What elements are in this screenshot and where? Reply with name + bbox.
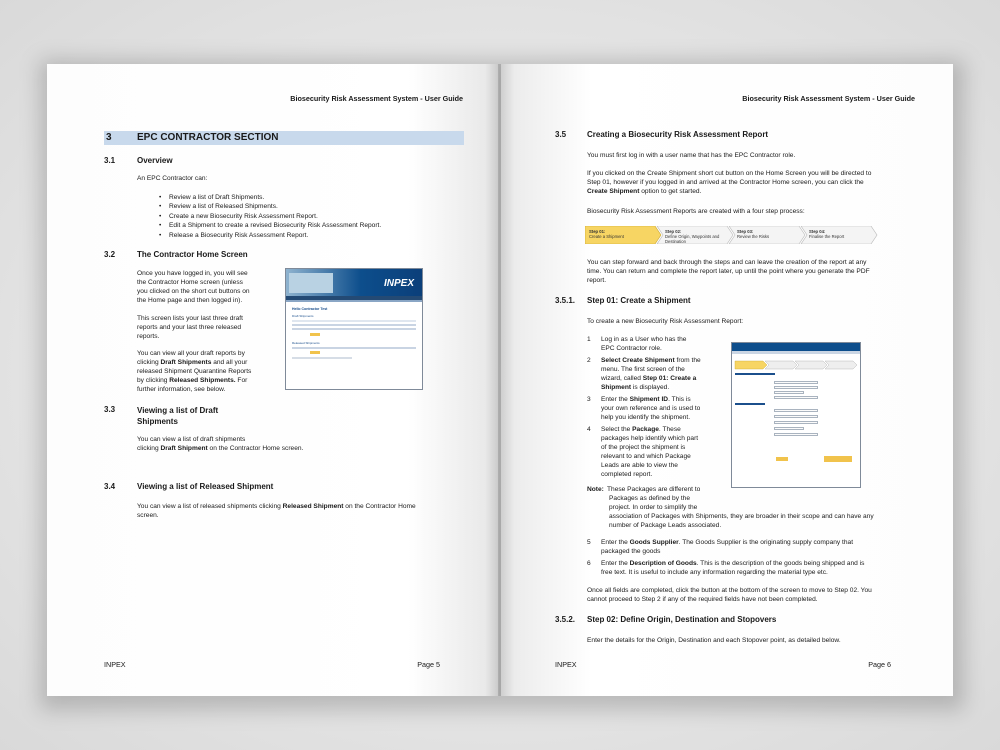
text-line: the Home page and then logged in). [137, 297, 243, 304]
heading-number: 3.1 [104, 156, 116, 165]
text-line: completed report. [601, 471, 653, 478]
step01-intro: To create a new Biosecurity Risk Assessment Report: [587, 318, 744, 325]
heading-number: 3.5.1. [555, 296, 576, 305]
step02-intro: Enter the details for the Origin, Destination and each Stopover point, as detailed below. [587, 637, 841, 644]
heading-number: 3.2 [104, 250, 116, 259]
list-item: • Review a list of Draft Shipments. [159, 193, 381, 202]
text-line: Once you have logged in, you will see [137, 270, 248, 277]
text-line: Once all fields are completed, click the button at the bottom of the screen to move to Step 02. You [587, 587, 872, 594]
step-desc: Define Origin, Waypoints and Destination [665, 234, 720, 244]
text-line: report. [587, 277, 607, 284]
list-item: • Edit a Shipment to create a revised Biosecurity Risk Assessment Report. [159, 221, 381, 230]
text-line: number of Package Leads associated. [609, 522, 722, 529]
screenshot-field [774, 391, 804, 394]
text-line: packaged the goods [601, 548, 661, 555]
screenshot-released-label: Released Shipments [292, 341, 320, 345]
text-line: menu. The first screen of the [601, 366, 685, 373]
step-04 [809, 226, 871, 244]
footer-page-number: Page 6 [868, 660, 891, 669]
step-title: Step 01: [589, 229, 606, 234]
heading-text: Creating a Biosecurity Risk Assessment Report [587, 130, 769, 139]
footer-company: INPEX [555, 660, 577, 669]
screenshot-button [310, 333, 320, 336]
screenshot-next-button [824, 456, 852, 462]
item-number: 6 [587, 560, 591, 567]
screenshot-heading [735, 403, 765, 405]
text-line: Step 01, however if you logged in and arrived at the Contractor Home screen, you can click the [587, 179, 864, 186]
section-number: 3 [106, 132, 112, 143]
text-line: clicking Draft Shipment on the Contractor Home screen. [137, 445, 304, 452]
screenshot-table-header [292, 320, 416, 322]
text-line: Enter the Description of Goods. This is the description of the goods being shipped and is [601, 560, 865, 567]
text-line: These Packages are different to [607, 486, 701, 493]
create-shipment-screenshot [731, 342, 861, 488]
screenshot-heading [735, 373, 775, 375]
screenshot-photo [289, 273, 333, 293]
text-line: released Shipment Quarantine Reports [137, 368, 252, 375]
text-line: further information, see below. [137, 386, 226, 393]
text-line: clicking Draft Shipments and all your [137, 359, 248, 366]
screenshot-steps [733, 360, 861, 370]
text-line: You can view a list of draft shipments [137, 436, 246, 443]
text-line: your own reference and is used to [601, 405, 701, 412]
left-page [47, 64, 499, 696]
released-shipments-para [137, 502, 416, 520]
step-desc: Create a Shipment [589, 234, 624, 239]
heading-number: 3.4 [104, 482, 116, 491]
text-line: EPC Contractor role. [601, 345, 662, 352]
right-page [501, 64, 953, 696]
screenshot-field [774, 433, 818, 436]
screenshot-field [774, 381, 818, 384]
text-line: time. You can return and complete the report later, up until the point where you generate the PDF [587, 268, 870, 275]
running-header: Biosecurity Risk Assessment System - User Guide [290, 94, 463, 103]
screenshot-field [774, 396, 818, 399]
screenshot-menu-bar [732, 343, 860, 351]
text-line: Select the Package. These [601, 426, 681, 433]
text-line: screen. [137, 512, 159, 519]
text-line: You can view a list of released shipments clicking Released Shipment on the Contractor Home [137, 503, 416, 510]
contractor-home-screenshot [285, 268, 423, 390]
text-line: Leads are able to view the [601, 462, 678, 469]
text-line: project. In order to simplify the [609, 504, 698, 511]
heading-text: Step 02: Define Origin, Destination and Stopovers [587, 615, 777, 624]
overview-intro: An EPC Contractor can: [137, 175, 208, 182]
item-number: 5 [587, 539, 591, 546]
step-title: Step 03: [737, 229, 754, 234]
text-line: This screen lists your last three draft [137, 315, 243, 322]
text-line: cannot proceed to Step 2 if any of the required fields have not been completed. [587, 596, 818, 603]
screenshot-field [774, 386, 818, 389]
text-line: help you identify the shipment. [601, 414, 691, 421]
text-line: relevant to and which Package [601, 453, 691, 460]
screenshot-sub-bar [732, 351, 860, 354]
screenshot-page-title: Hello Contractor Test [292, 307, 328, 311]
heading-number: 3.5 [555, 130, 567, 139]
item-number: 4 [587, 426, 591, 433]
create-report-para-3: Biosecurity Risk Assessment Reports are created with a four step process: [587, 208, 805, 215]
text-line: Viewing a list of Draft [137, 406, 219, 415]
home-screen-para-3 [137, 349, 251, 394]
create-report-para-4 [587, 258, 870, 285]
screenshot-field [774, 409, 818, 412]
list-item: • Create a new Biosecurity Risk Assessment Report. [159, 212, 381, 221]
section-title: EPC CONTRACTOR SECTION [137, 132, 279, 143]
item-number: 1 [587, 336, 591, 343]
overview-bullets [159, 193, 381, 240]
list-item: • Review a list of Released Shipments. [159, 202, 381, 211]
text-line: the Contractor Home screen (unless [137, 279, 243, 286]
text-line: You can view all your draft reports by [137, 350, 245, 357]
create-report-para-1: You must first log in with a user name that has the EPC Contractor role. [587, 152, 796, 159]
text-line: Enter the Goods Supplier. The Goods Supplier is the originating supply company that [601, 539, 854, 546]
text-line: reports and your last three released [137, 324, 242, 331]
screenshot-table-row [292, 328, 416, 330]
heading-text [137, 405, 218, 427]
screenshot-table-row [292, 347, 416, 349]
screenshot-button [310, 351, 320, 354]
text-line: Packages as defined by the [609, 495, 691, 502]
heading-number: 3.3 [104, 405, 116, 414]
screenshot-sub-bar [286, 300, 422, 302]
heading-text: The Contractor Home Screen [137, 250, 248, 259]
screenshot-field [774, 427, 804, 430]
step-title: Step 04: [809, 229, 826, 234]
screenshot-button [776, 457, 788, 461]
step-title: Step 02: [665, 229, 682, 234]
inpex-logo: INPEX [383, 278, 414, 289]
text-line: Shipments [137, 417, 178, 426]
text-line: If you clicked on the Create Shipment short cut button on the Home Screen you will be directed to [587, 170, 872, 177]
item-number: 2 [587, 357, 591, 364]
text-line: free text. It is useful to include any information regarding the material type etc. [601, 569, 828, 576]
step-03 [737, 226, 799, 244]
step-desc: Review the Risks [737, 234, 770, 239]
screenshot-table-row [292, 357, 352, 359]
list-item: • Release a Biosecurity Risk Assessment Report. [159, 231, 381, 240]
item-number: 3 [587, 396, 591, 403]
step-desc: Finalise the Report [809, 234, 845, 239]
heading-number: 3.5.2. [555, 615, 576, 624]
text-line: by clicking Released Shipments. For [137, 377, 248, 384]
step01-closing-para [587, 586, 872, 604]
screenshot-field [774, 415, 818, 418]
heading-text: Overview [137, 156, 173, 165]
heading-text: Viewing a list of Released Shipment [137, 482, 274, 491]
text-line: wizard, called Step 01: Create a [601, 375, 697, 382]
heading-text: Step 01: Create a Shipment [587, 296, 691, 305]
screenshot-field [774, 421, 818, 424]
draft-shipments-para [137, 435, 303, 453]
home-screen-para-1 [137, 269, 250, 305]
text-line: Select Create Shipment from the [601, 357, 701, 364]
text-line: association of Packages with Shipments, they are broader in their scope and can have any [609, 513, 874, 520]
step-02 [665, 226, 727, 244]
running-header: Biosecurity Risk Assessment System - User Guide [742, 94, 915, 103]
screenshot-table-row [292, 324, 416, 326]
footer-company: INPEX [104, 660, 126, 669]
create-report-para-2 [587, 169, 871, 196]
step-01 [589, 226, 651, 244]
text-line: packages help identify which part [601, 435, 699, 442]
text-line: reports. [137, 333, 160, 340]
text-line: you clicked on the short cut buttons on [137, 288, 250, 295]
text-line: Create Shipment option to get started. [587, 188, 702, 195]
text-line: of the project the shipment is [601, 444, 686, 451]
screenshot-draft-label: Draft Shipments [292, 314, 314, 318]
text-line: You can step forward and back through the steps and can leave the creation of the report at any [587, 259, 867, 266]
home-screen-para-2 [137, 314, 243, 341]
text-line: Log in as a User who has the [601, 336, 687, 343]
note-label: Note: [587, 486, 604, 493]
footer-page-number: Page 5 [417, 660, 440, 669]
text-line: Enter the Shipment ID. This is [601, 396, 691, 403]
text-line: Shipment is displayed. [601, 384, 670, 391]
